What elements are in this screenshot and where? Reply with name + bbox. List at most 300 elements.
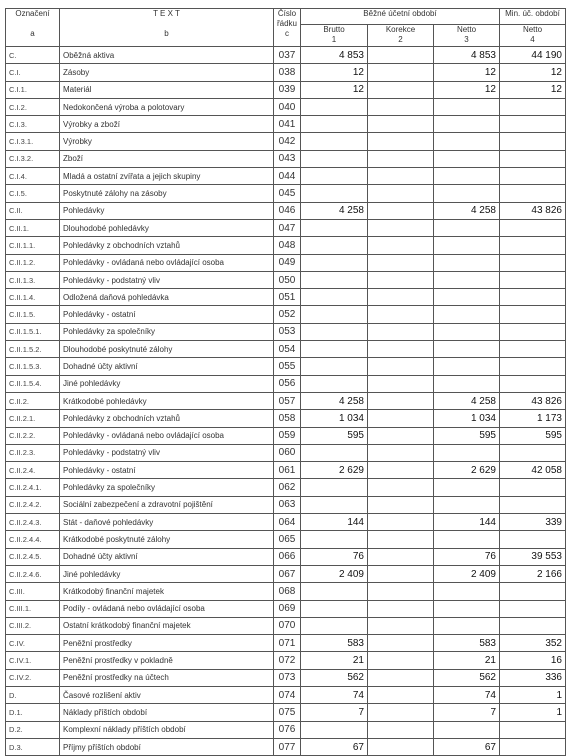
row-code: C.II.2.3. bbox=[6, 444, 60, 461]
row-code: C.II.1.5.2. bbox=[6, 341, 60, 358]
row-netto-previous bbox=[500, 254, 566, 271]
row-netto bbox=[434, 219, 500, 236]
row-text: Jiné pohledávky bbox=[60, 565, 274, 582]
header-netto: Netto 3 bbox=[434, 25, 500, 47]
row-text: Sociální zabezpečení a zdravotní pojištění bbox=[60, 496, 274, 513]
row-brutto: 12 bbox=[301, 81, 368, 98]
row-brutto bbox=[301, 479, 368, 496]
row-netto-previous bbox=[500, 496, 566, 513]
table-row bbox=[6, 341, 566, 358]
row-brutto: 595 bbox=[301, 427, 368, 444]
row-text: Materiál bbox=[60, 81, 274, 98]
row-number: 045 bbox=[274, 185, 301, 202]
table-row bbox=[6, 686, 566, 703]
row-korekce bbox=[368, 652, 434, 669]
row-korekce bbox=[368, 116, 434, 133]
row-number: 064 bbox=[274, 514, 301, 531]
row-brutto bbox=[301, 237, 368, 254]
row-netto-previous: 16 bbox=[500, 652, 566, 669]
row-netto bbox=[434, 237, 500, 254]
row-netto-previous: 339 bbox=[500, 514, 566, 531]
row-code: C.I.5. bbox=[6, 185, 60, 202]
table-row bbox=[6, 202, 566, 219]
row-code: C.II.1. bbox=[6, 219, 60, 236]
row-brutto bbox=[301, 341, 368, 358]
row-text: Peněžní prostředky na účtech bbox=[60, 669, 274, 686]
row-netto-previous bbox=[500, 219, 566, 236]
row-code: C.I.2. bbox=[6, 98, 60, 115]
row-text: Výrobky bbox=[60, 133, 274, 150]
row-code: C.II. bbox=[6, 202, 60, 219]
table-row bbox=[6, 98, 566, 115]
row-netto bbox=[434, 133, 500, 150]
row-code: C.III.1. bbox=[6, 600, 60, 617]
row-netto-previous bbox=[500, 323, 566, 340]
row-korekce bbox=[368, 358, 434, 375]
row-code: C.III. bbox=[6, 583, 60, 600]
row-code: C.IV. bbox=[6, 635, 60, 652]
row-netto: 595 bbox=[434, 427, 500, 444]
row-brutto bbox=[301, 323, 368, 340]
row-code: C.I.3. bbox=[6, 116, 60, 133]
row-netto-previous bbox=[500, 479, 566, 496]
row-code: C.II.2.4.6. bbox=[6, 565, 60, 582]
row-number: 062 bbox=[274, 479, 301, 496]
row-text: Podíly - ovládaná nebo ovládající osoba bbox=[60, 600, 274, 617]
row-brutto: 1 034 bbox=[301, 410, 368, 427]
table-row bbox=[6, 721, 566, 738]
row-korekce bbox=[368, 496, 434, 513]
table-row bbox=[6, 462, 566, 479]
row-korekce bbox=[368, 444, 434, 461]
row-code: C.II.2.4.4. bbox=[6, 531, 60, 548]
row-korekce bbox=[368, 565, 434, 582]
row-netto-previous: 1 173 bbox=[500, 410, 566, 427]
row-number: 041 bbox=[274, 116, 301, 133]
row-korekce bbox=[368, 392, 434, 409]
row-netto-previous: 12 bbox=[500, 81, 566, 98]
row-number: 071 bbox=[274, 635, 301, 652]
row-number: 063 bbox=[274, 496, 301, 513]
row-code: C.II.1.1. bbox=[6, 237, 60, 254]
header-current-period: Běžné účetní období bbox=[301, 9, 500, 25]
header-text: T E X T b bbox=[60, 9, 274, 47]
row-netto-previous: 12 bbox=[500, 64, 566, 81]
row-text: Komplexní náklady příštích období bbox=[60, 721, 274, 738]
row-number: 052 bbox=[274, 306, 301, 323]
row-netto: 74 bbox=[434, 686, 500, 703]
row-netto bbox=[434, 98, 500, 115]
table-row bbox=[6, 306, 566, 323]
row-korekce bbox=[368, 514, 434, 531]
table-row bbox=[6, 410, 566, 427]
row-brutto bbox=[301, 150, 368, 167]
row-number: 073 bbox=[274, 669, 301, 686]
table-row bbox=[6, 565, 566, 582]
row-korekce bbox=[368, 323, 434, 340]
row-brutto: 4 853 bbox=[301, 47, 368, 64]
row-code: C.II.1.5.4. bbox=[6, 375, 60, 392]
row-brutto bbox=[301, 185, 368, 202]
row-netto-previous bbox=[500, 116, 566, 133]
row-code: C.III.2. bbox=[6, 617, 60, 634]
row-netto bbox=[434, 306, 500, 323]
row-text: Pohledávky bbox=[60, 202, 274, 219]
row-code: D.3. bbox=[6, 738, 60, 755]
header-code: Označení a bbox=[6, 9, 60, 47]
row-brutto: 12 bbox=[301, 64, 368, 81]
row-netto bbox=[434, 617, 500, 634]
row-korekce bbox=[368, 548, 434, 565]
table-row bbox=[6, 738, 566, 755]
row-netto-previous: 1 bbox=[500, 686, 566, 703]
row-brutto bbox=[301, 375, 368, 392]
row-korekce bbox=[368, 98, 434, 115]
row-code: C.II.2.4.1. bbox=[6, 479, 60, 496]
row-netto-previous bbox=[500, 237, 566, 254]
row-code: C.I. bbox=[6, 64, 60, 81]
row-netto: 67 bbox=[434, 738, 500, 755]
row-netto-previous: 39 553 bbox=[500, 548, 566, 565]
row-brutto bbox=[301, 721, 368, 738]
row-netto bbox=[434, 254, 500, 271]
row-code: C.II.1.4. bbox=[6, 289, 60, 306]
row-korekce bbox=[368, 600, 434, 617]
row-number: 038 bbox=[274, 64, 301, 81]
row-number: 048 bbox=[274, 237, 301, 254]
row-brutto bbox=[301, 289, 368, 306]
row-netto: 144 bbox=[434, 514, 500, 531]
row-code: C.II.2.4.5. bbox=[6, 548, 60, 565]
row-korekce bbox=[368, 704, 434, 721]
row-brutto bbox=[301, 271, 368, 288]
row-number: 067 bbox=[274, 565, 301, 582]
row-code: C.IV.1. bbox=[6, 652, 60, 669]
row-netto-previous bbox=[500, 358, 566, 375]
row-korekce bbox=[368, 150, 434, 167]
row-netto-previous: 42 058 bbox=[500, 462, 566, 479]
row-brutto: 583 bbox=[301, 635, 368, 652]
row-netto: 4 258 bbox=[434, 392, 500, 409]
row-number: 046 bbox=[274, 202, 301, 219]
row-korekce bbox=[368, 686, 434, 703]
header-brutto: Brutto 1 bbox=[301, 25, 368, 47]
row-netto: 1 034 bbox=[434, 410, 500, 427]
row-text: Krátkodobé pohledávky bbox=[60, 392, 274, 409]
row-brutto: 2 629 bbox=[301, 462, 368, 479]
row-korekce bbox=[368, 219, 434, 236]
row-code: C.II.1.5.1. bbox=[6, 323, 60, 340]
table-row bbox=[6, 289, 566, 306]
row-brutto bbox=[301, 133, 368, 150]
table-row bbox=[6, 548, 566, 565]
row-netto: 4 258 bbox=[434, 202, 500, 219]
row-brutto bbox=[301, 116, 368, 133]
row-code: C.II.1.2. bbox=[6, 254, 60, 271]
table-row bbox=[6, 271, 566, 288]
row-netto bbox=[434, 289, 500, 306]
row-text: Pohledávky - ovládaná nebo ovládající osoba bbox=[60, 254, 274, 271]
row-korekce bbox=[368, 462, 434, 479]
row-korekce bbox=[368, 427, 434, 444]
table-row bbox=[6, 254, 566, 271]
row-netto: 2 409 bbox=[434, 565, 500, 582]
row-text: Výrobky a zboží bbox=[60, 116, 274, 133]
row-brutto bbox=[301, 444, 368, 461]
row-number: 070 bbox=[274, 617, 301, 634]
row-korekce bbox=[368, 479, 434, 496]
row-brutto bbox=[301, 531, 368, 548]
row-brutto: 21 bbox=[301, 652, 368, 669]
row-netto-previous bbox=[500, 721, 566, 738]
row-brutto: 2 409 bbox=[301, 565, 368, 582]
row-korekce bbox=[368, 237, 434, 254]
row-number: 076 bbox=[274, 721, 301, 738]
row-number: 058 bbox=[274, 410, 301, 427]
row-text: Odložená daňová pohledávka bbox=[60, 289, 274, 306]
table-row bbox=[6, 496, 566, 513]
row-netto-previous: 595 bbox=[500, 427, 566, 444]
row-number: 051 bbox=[274, 289, 301, 306]
row-netto bbox=[434, 479, 500, 496]
table-row bbox=[6, 116, 566, 133]
row-netto-previous bbox=[500, 289, 566, 306]
row-brutto: 4 258 bbox=[301, 392, 368, 409]
row-number: 049 bbox=[274, 254, 301, 271]
row-number: 040 bbox=[274, 98, 301, 115]
row-brutto: 67 bbox=[301, 738, 368, 755]
row-code: D. bbox=[6, 686, 60, 703]
row-text: Pohledávky - ostatní bbox=[60, 462, 274, 479]
row-netto-previous bbox=[500, 341, 566, 358]
row-text: Pohledávky - ostatní bbox=[60, 306, 274, 323]
row-netto-previous bbox=[500, 133, 566, 150]
row-netto-previous bbox=[500, 98, 566, 115]
row-brutto: 144 bbox=[301, 514, 368, 531]
row-number: 072 bbox=[274, 652, 301, 669]
row-netto bbox=[434, 583, 500, 600]
row-netto-previous: 1 bbox=[500, 704, 566, 721]
row-netto: 2 629 bbox=[434, 462, 500, 479]
row-number: 060 bbox=[274, 444, 301, 461]
row-netto-previous bbox=[500, 306, 566, 323]
row-netto-previous bbox=[500, 168, 566, 185]
header-previous-period: Min. úč. období bbox=[500, 9, 566, 25]
row-text: Poskytnuté zálohy na zásoby bbox=[60, 185, 274, 202]
row-code: C.I.3.2. bbox=[6, 150, 60, 167]
row-number: 068 bbox=[274, 583, 301, 600]
table-row bbox=[6, 704, 566, 721]
table-row bbox=[6, 185, 566, 202]
row-netto bbox=[434, 116, 500, 133]
row-netto bbox=[434, 496, 500, 513]
row-number: 042 bbox=[274, 133, 301, 150]
row-netto-previous: 44 190 bbox=[500, 47, 566, 64]
row-text: Dlouhodobé pohledávky bbox=[60, 219, 274, 236]
table-row bbox=[6, 392, 566, 409]
row-netto-previous: 336 bbox=[500, 669, 566, 686]
row-netto bbox=[434, 185, 500, 202]
row-netto: 21 bbox=[434, 652, 500, 669]
row-number: 075 bbox=[274, 704, 301, 721]
row-text: Pohledávky z obchodních vztahů bbox=[60, 410, 274, 427]
row-brutto: 76 bbox=[301, 548, 368, 565]
table-body bbox=[6, 47, 566, 756]
row-text: Dohadné účty aktivní bbox=[60, 358, 274, 375]
table-row bbox=[6, 133, 566, 150]
row-text: Pohledávky za společníky bbox=[60, 479, 274, 496]
row-netto-previous bbox=[500, 444, 566, 461]
row-code: C.IV.2. bbox=[6, 669, 60, 686]
row-text: Nedokončená výroba a polotovary bbox=[60, 98, 274, 115]
row-netto-previous bbox=[500, 185, 566, 202]
row-netto bbox=[434, 721, 500, 738]
row-number: 069 bbox=[274, 600, 301, 617]
row-code: D.1. bbox=[6, 704, 60, 721]
row-korekce bbox=[368, 133, 434, 150]
row-number: 055 bbox=[274, 358, 301, 375]
row-korekce bbox=[368, 202, 434, 219]
row-netto bbox=[434, 531, 500, 548]
row-korekce bbox=[368, 254, 434, 271]
table-row bbox=[6, 168, 566, 185]
row-korekce bbox=[368, 168, 434, 185]
row-korekce bbox=[368, 635, 434, 652]
row-text: Příjmy příštích období bbox=[60, 738, 274, 755]
row-brutto: 74 bbox=[301, 686, 368, 703]
row-netto: 583 bbox=[434, 635, 500, 652]
row-number: 074 bbox=[274, 686, 301, 703]
row-brutto: 7 bbox=[301, 704, 368, 721]
row-code: C.II.2.4.2. bbox=[6, 496, 60, 513]
header-row-number: Číslo řádku c bbox=[274, 9, 301, 47]
row-netto: 4 853 bbox=[434, 47, 500, 64]
row-netto-previous: 43 826 bbox=[500, 202, 566, 219]
table-row bbox=[6, 514, 566, 531]
table-row bbox=[6, 652, 566, 669]
row-netto bbox=[434, 168, 500, 185]
row-code: C.II.1.5.3. bbox=[6, 358, 60, 375]
row-code: C.II.1.3. bbox=[6, 271, 60, 288]
row-text: Pohledávky za společníky bbox=[60, 323, 274, 340]
table-row bbox=[6, 237, 566, 254]
row-code: C. bbox=[6, 47, 60, 64]
table-row bbox=[6, 444, 566, 461]
row-number: 061 bbox=[274, 462, 301, 479]
row-code: C.II.2.4. bbox=[6, 462, 60, 479]
row-korekce bbox=[368, 721, 434, 738]
table-row bbox=[6, 219, 566, 236]
row-text: Jiné pohledávky bbox=[60, 375, 274, 392]
row-brutto bbox=[301, 496, 368, 513]
row-brutto bbox=[301, 306, 368, 323]
row-number: 050 bbox=[274, 271, 301, 288]
row-korekce bbox=[368, 738, 434, 755]
row-code: C.I.4. bbox=[6, 168, 60, 185]
table-row bbox=[6, 583, 566, 600]
row-code: C.II.1.5. bbox=[6, 306, 60, 323]
row-netto-previous bbox=[500, 271, 566, 288]
row-code: C.I.1. bbox=[6, 81, 60, 98]
row-text: Krátkodobé poskytnuté zálohy bbox=[60, 531, 274, 548]
table-row bbox=[6, 358, 566, 375]
row-netto-previous bbox=[500, 583, 566, 600]
row-code: C.I.3.1. bbox=[6, 133, 60, 150]
row-netto bbox=[434, 323, 500, 340]
row-korekce bbox=[368, 617, 434, 634]
row-number: 044 bbox=[274, 168, 301, 185]
row-netto-previous bbox=[500, 600, 566, 617]
row-text: Pohledávky - podstatný vliv bbox=[60, 444, 274, 461]
row-netto: 76 bbox=[434, 548, 500, 565]
table-row bbox=[6, 531, 566, 548]
row-korekce bbox=[368, 185, 434, 202]
row-brutto bbox=[301, 168, 368, 185]
row-number: 059 bbox=[274, 427, 301, 444]
row-text: Dohadné účty aktivní bbox=[60, 548, 274, 565]
row-number: 054 bbox=[274, 341, 301, 358]
table-row bbox=[6, 600, 566, 617]
row-text: Krátkodobý finanční majetek bbox=[60, 583, 274, 600]
row-number: 065 bbox=[274, 531, 301, 548]
row-number: 053 bbox=[274, 323, 301, 340]
row-netto: 12 bbox=[434, 64, 500, 81]
row-korekce bbox=[368, 306, 434, 323]
row-text: Ostatní krátkodobý finanční majetek bbox=[60, 617, 274, 634]
row-netto bbox=[434, 358, 500, 375]
row-text: Náklady příštích období bbox=[60, 704, 274, 721]
row-text: Zásoby bbox=[60, 64, 274, 81]
row-korekce bbox=[368, 583, 434, 600]
row-netto bbox=[434, 150, 500, 167]
table-row bbox=[6, 427, 566, 444]
table-row bbox=[6, 64, 566, 81]
row-text: Pohledávky - ovládaná nebo ovládající osoba bbox=[60, 427, 274, 444]
row-netto-previous bbox=[500, 531, 566, 548]
row-korekce bbox=[368, 47, 434, 64]
row-netto-previous: 43 826 bbox=[500, 392, 566, 409]
table-row bbox=[6, 617, 566, 634]
table-row bbox=[6, 150, 566, 167]
row-brutto bbox=[301, 98, 368, 115]
row-text: Dlouhodobé poskytnuté zálohy bbox=[60, 341, 274, 358]
row-number: 037 bbox=[274, 47, 301, 64]
row-number: 066 bbox=[274, 548, 301, 565]
row-korekce bbox=[368, 531, 434, 548]
row-brutto bbox=[301, 219, 368, 236]
row-code: C.II.2. bbox=[6, 392, 60, 409]
row-netto-previous: 352 bbox=[500, 635, 566, 652]
row-korekce bbox=[368, 81, 434, 98]
row-code: C.II.2.1. bbox=[6, 410, 60, 427]
header-netto-previous: Netto 4 bbox=[500, 25, 566, 47]
row-korekce bbox=[368, 375, 434, 392]
row-text: Mladá a ostatní zvířata a jejich skupiny bbox=[60, 168, 274, 185]
row-brutto bbox=[301, 617, 368, 634]
row-netto-previous bbox=[500, 375, 566, 392]
row-netto bbox=[434, 375, 500, 392]
row-number: 056 bbox=[274, 375, 301, 392]
row-text: Stát - daňové pohledávky bbox=[60, 514, 274, 531]
row-netto bbox=[434, 271, 500, 288]
row-text: Pohledávky z obchodních vztahů bbox=[60, 237, 274, 254]
row-text: Zboží bbox=[60, 150, 274, 167]
row-brutto bbox=[301, 254, 368, 271]
row-netto: 562 bbox=[434, 669, 500, 686]
row-korekce bbox=[368, 289, 434, 306]
row-number: 047 bbox=[274, 219, 301, 236]
row-korekce bbox=[368, 271, 434, 288]
